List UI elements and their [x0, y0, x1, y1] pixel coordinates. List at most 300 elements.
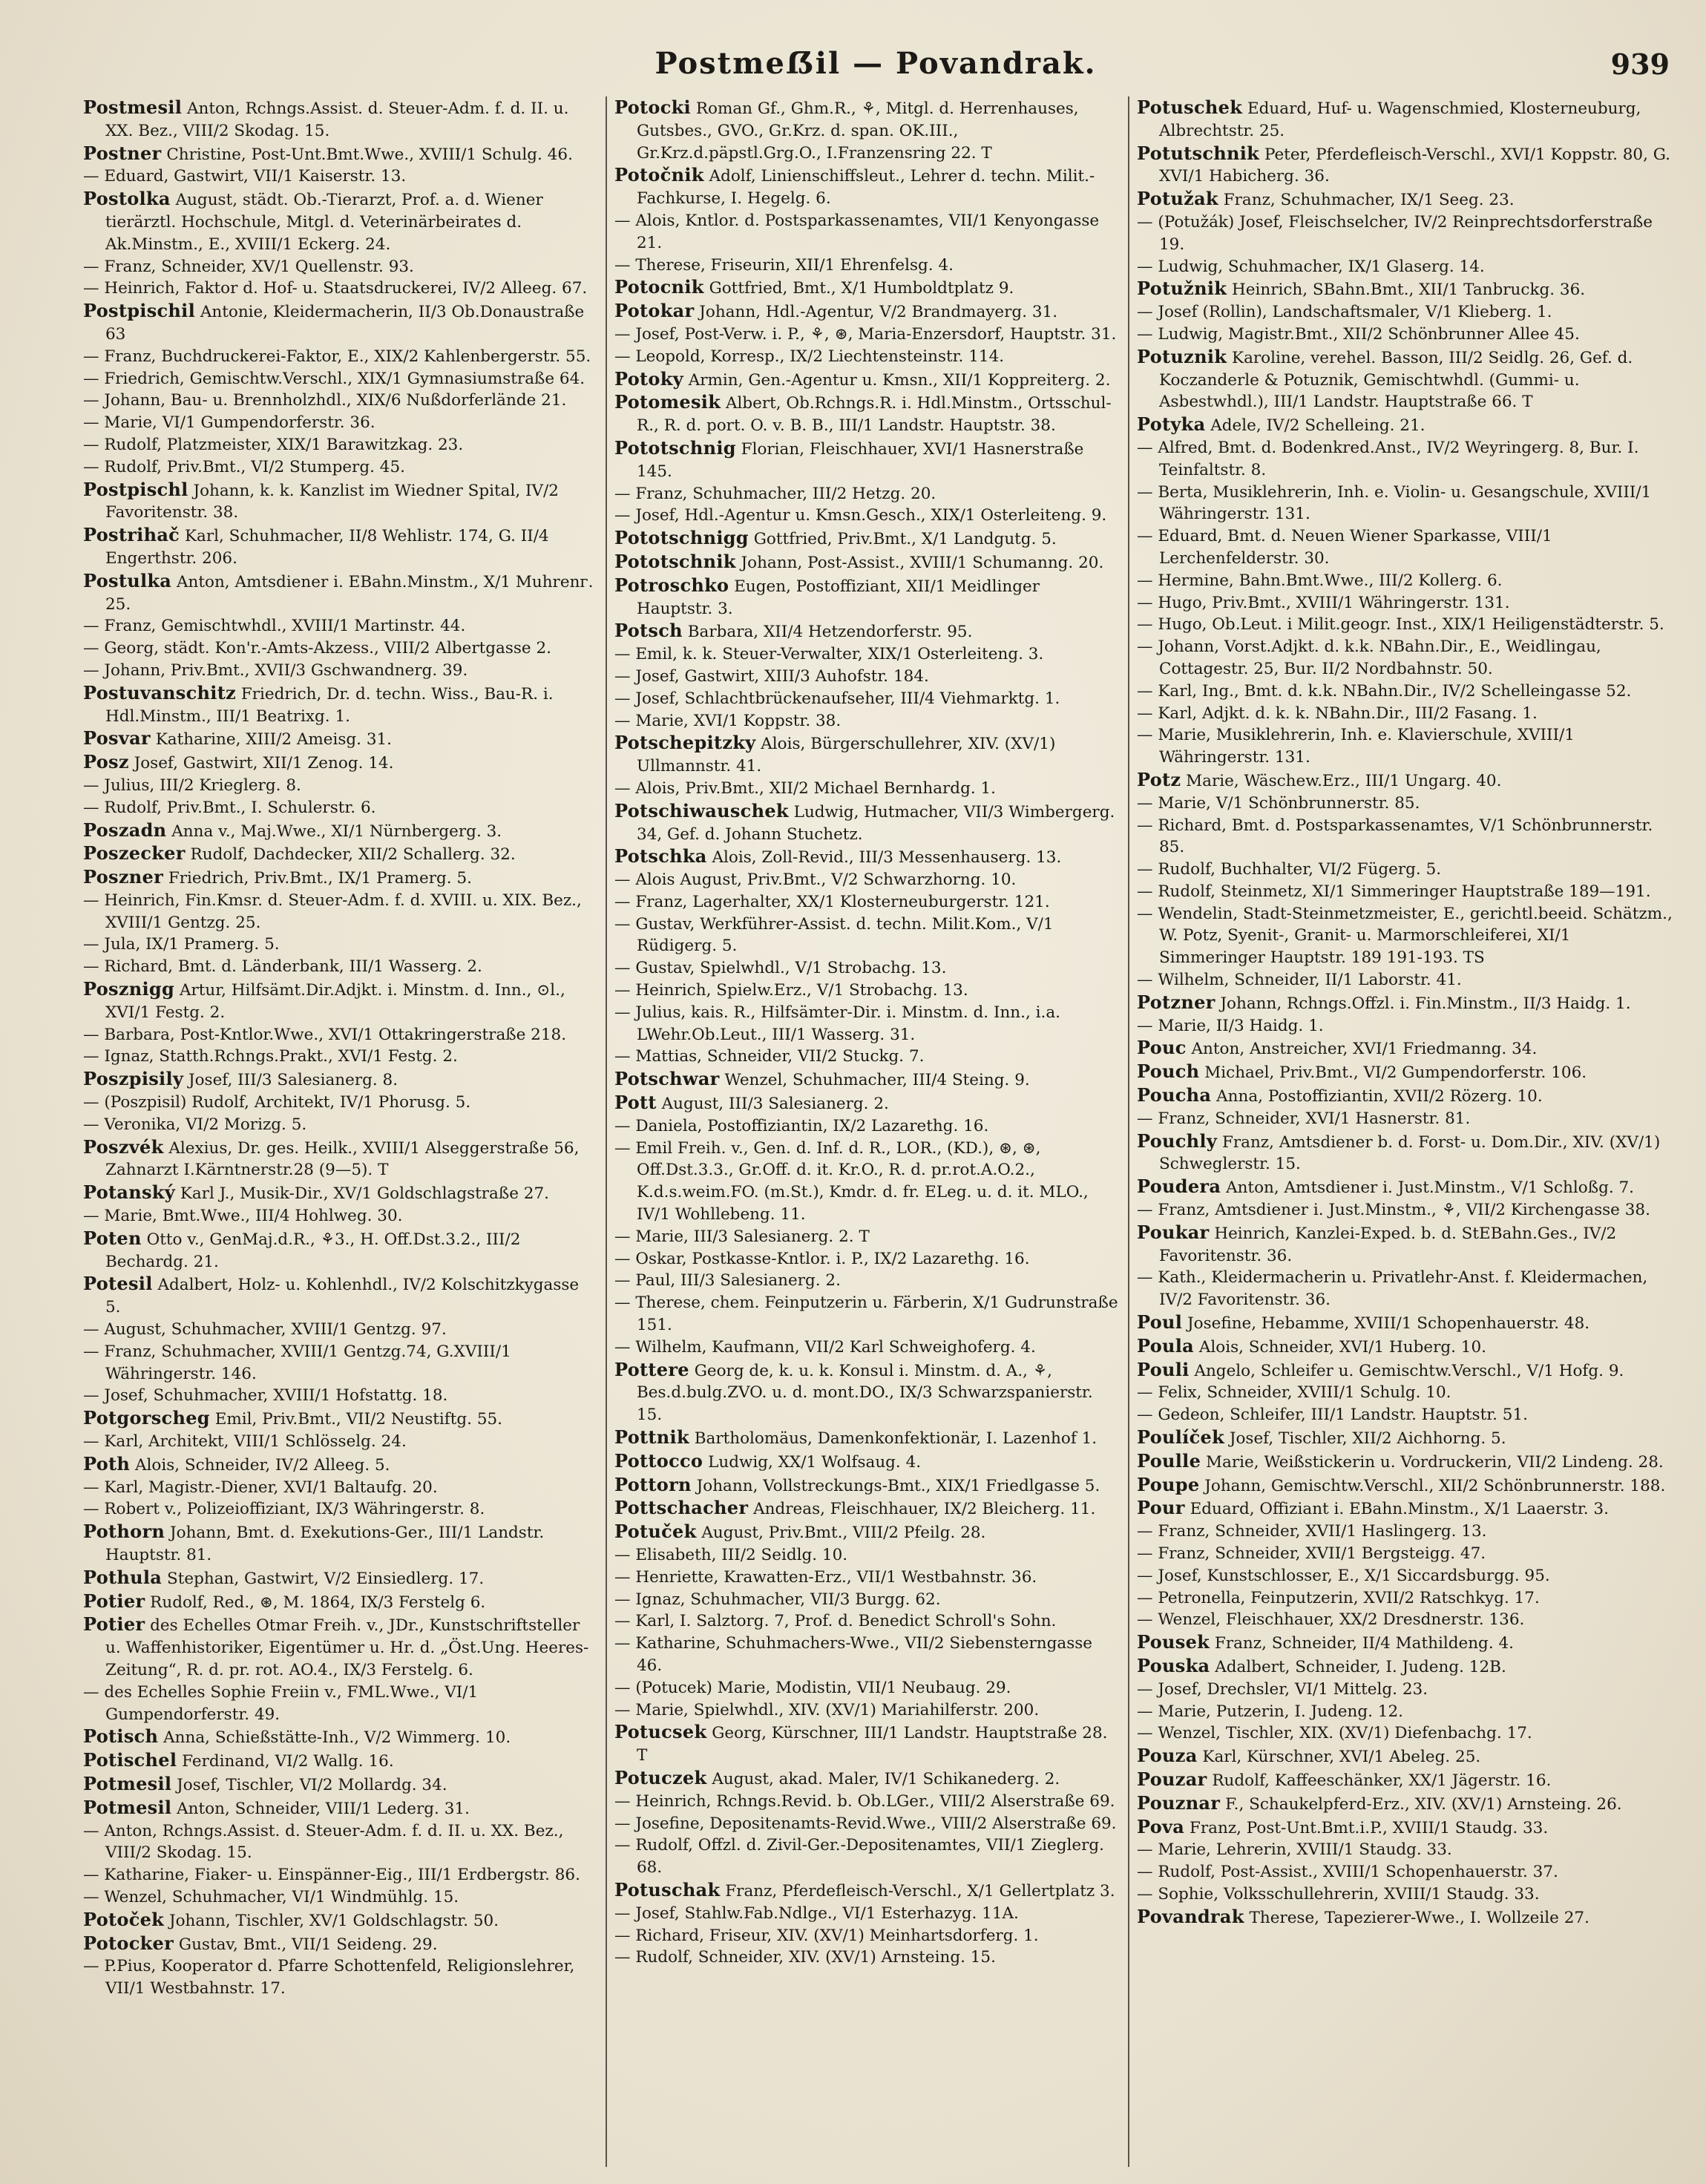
directory-entry [1137, 1679, 1673, 1701]
entry-details: — Josef, Gastwirt, XIII/3 Auhofstr. 184. [614, 666, 929, 686]
entry-details: Johann, Hdl.-Agentur, V/2 Brandmayerg. 31. [699, 303, 1058, 322]
entry-details: Adalbert, Holz- u. Kohlenhdl., IV/2 Kolschitzkygasse 5. [105, 1276, 580, 1317]
directory-entry [83, 1205, 594, 1227]
entry-details: Bartholomäus, Damenkonfektionär, I. Lazenhof 1. [694, 1429, 1098, 1449]
directory-entry [1137, 1450, 1673, 1474]
directory-entry [614, 1767, 1119, 1791]
entry-details: — Marie, Musiklehrerin, Inh. e. Klavierschule, XVIII/1 Währingerstr. 131. [1137, 726, 1575, 767]
directory-entry [614, 1092, 1119, 1115]
directory-entry [1137, 881, 1673, 903]
entry-details: Georg de, k. u. k. Konsul i. Minstm. d. A., ⚘, Bes.d.bulg.ZVO. u. d. mont.DO., IX/3 Schwarzspanierstr. 15. [637, 1361, 1093, 1425]
entry-details: — Franz, Amtsdiener i. Just.Minstm., ⚘, VII/2 Kirchengasse 38. [1137, 1201, 1650, 1220]
entry-details: — Heinrich, Rchngs.Revid. b. Ob.LGer., VIII/2 Alserstraße 69. [614, 1791, 1115, 1811]
directory-entry [1137, 1768, 1673, 1792]
directory-entry [83, 1498, 594, 1521]
entry-details: — Julius, kais. R., Hilfsämter-Dir. i. Minstm. d. Inn., i.a. LWehr.Ob.Leut., III/1 Wasserg. 31. [614, 1003, 1061, 1044]
entry-details: — Therese, chem. Feinputzerin u. Färberin, X/1 Gudrunstraße 151. [614, 1293, 1118, 1335]
entry-details: Heinrich, Kanzlei-Exped. b. d. StEBahn.Ges., IV/2 Favoritenstr. 36. [1159, 1224, 1617, 1265]
entry-details: — Alfred, Bmt. d. Bodenkred.Anst., IV/2 Weyringerg. 8, Bur. I. Teinfaltstr. 8. [1137, 438, 1639, 479]
entry-details: — Franz, Schneider, XV/1 Quellenstr. 93. [83, 257, 414, 276]
entry-surname: Potocker [83, 1932, 174, 1954]
entry-details: Alois, Schneider, XVI/1 Huberg. 10. [1198, 1337, 1487, 1357]
entry-details: Johann, Tischler, XV/1 Goldschlagstr. 50. [168, 1911, 499, 1930]
directory-entry [83, 1725, 594, 1749]
entry-details: Ferdinand, VI/2 Wallg. 16. [182, 1752, 394, 1771]
entry-surname: Posznigg [83, 978, 175, 1000]
entry-details: — Karl, I. Salztorg. 7, Prof. d. Benedict Schroll's Sohn. [614, 1612, 1057, 1631]
directory-entry [1137, 1839, 1673, 1861]
entry-details: Ludwig, XX/1 Wolfsaug. 4. [708, 1452, 922, 1472]
directory-entry [614, 1567, 1119, 1589]
directory-entry [83, 637, 594, 660]
directory-entry [1137, 482, 1673, 526]
directory-entry [1137, 903, 1673, 969]
directory-entry [614, 346, 1119, 368]
directory-entry [83, 346, 594, 368]
entry-surname: Pottnik [614, 1426, 689, 1449]
entry-details: — Franz, Buchdruckerei-Faktor, E., XIX/2 Kahlenbergerstr. 55. [83, 347, 591, 366]
entry-surname: Postpischil [83, 300, 196, 322]
entry-details: — Marie, V/1 Schönbrunnerstr. 85. [1137, 793, 1420, 813]
entry-details: — Josef, Post-Verw. i. P., ⚘, ⊛, Maria-Enzersdorf, Hauptstr. 31. [614, 324, 1117, 344]
entry-surname: Pototschnigg [614, 527, 749, 549]
entry-details: Artur, Hilfsämt.Dir.Adjkt. i. Minstm. d. Inn., ⊙l., XVI/1 Festg. 2. [105, 981, 565, 1022]
directory-entry [614, 1903, 1119, 1925]
entry-details: — Karl, Adjkt. d. k. k. NBahn.Dir., III/2 Fasang. 1. [1137, 704, 1538, 723]
entry-details: Christine, Post-Unt.Bmt.Wwe., XVIII/1 Schulg. 46. [166, 145, 573, 164]
entry-surname: Potoček [83, 1908, 165, 1930]
directory-entry [614, 1834, 1119, 1879]
entry-details: — Heinrich, Fin.Kmsr. d. Steuer-Adm. f. d. XVIII. u. XIX. Bez., XVIII/1 Gentzg. 25. [83, 891, 582, 932]
entry-details: Alois, Schneider, IV/2 Alleeg. 5. [135, 1455, 390, 1475]
entry-details: Angelo, Schleifer u. Gemischtw.Verschl., V/1 Hofg. 9. [1194, 1361, 1624, 1380]
entry-details: Rudolf, Dachdecker, XII/2 Schallerg. 32. [190, 845, 516, 865]
directory-entry [1137, 815, 1673, 859]
directory-entry [83, 1820, 594, 1865]
directory-entry [614, 276, 1119, 300]
directory-entry [83, 1886, 594, 1909]
directory-entry [1137, 681, 1673, 703]
directory-entry [83, 727, 594, 751]
directory-entry [83, 956, 594, 978]
entry-surname: Pott [614, 1092, 657, 1114]
entry-details: — Alois, Kntlor. d. Postsparkassenamtes, VII/1 Kenyongasse 21. [614, 211, 1100, 252]
directory-entry [1137, 991, 1673, 1015]
entry-details: — Marie, II/3 Haidg. 1. [1137, 1016, 1324, 1035]
entry-details: Gottfried, Priv.Bmt., X/1 Landgutg. 5. [753, 530, 1057, 549]
entry-details: — Josef, Hdl.-Agentur u. Kmsn.Gesch., XIX/1 Osterleiteng. 9. [614, 506, 1107, 525]
entry-details: — Barbara, Post-Kntlor.Wwe., XVI/1 Ottakringerstraße 218. [83, 1025, 567, 1044]
directory-entry [614, 1699, 1119, 1722]
entry-surname: Pottocco [614, 1449, 703, 1472]
entry-details: — Josef, Drechsler, VI/1 Mittelg. 23. [1137, 1679, 1428, 1699]
entry-details: — Wenzel, Fleischhauer, XX/2 Dresdnerstr. 136. [1137, 1610, 1525, 1630]
entry-surname: Postolka [83, 188, 171, 210]
entry-details: Wenzel, Schuhmacher, III/4 Steing. 9. [724, 1071, 1030, 1090]
entry-surname: Poula [1137, 1334, 1195, 1357]
directory-entry [614, 1450, 1119, 1474]
directory-entry [83, 1797, 594, 1820]
directory-entry [1137, 1816, 1673, 1840]
entry-details: Josef, Tischler, XII/2 Aichhorng. 5. [1229, 1429, 1506, 1449]
entry-surname: Postulka [83, 569, 172, 591]
entry-details: — Katharine, Schuhmachers-Wwe., VII/2 Siebensterngasse 46. [614, 1634, 1092, 1675]
directory-entry [83, 1453, 594, 1477]
entry-details: Anton, Rchngs.Assist. d. Steuer-Adm. f. d. II. u. XX. Bez., VIII/2 Skodag. 15. [105, 99, 569, 140]
directory-entry [83, 797, 594, 819]
entry-details: — Ignaz, Schuhmacher, VII/3 Burgg. 62. [614, 1590, 941, 1609]
entry-surname: Posz [83, 751, 129, 773]
directory-entry [1137, 1543, 1673, 1565]
directory-entry [83, 1046, 594, 1068]
entry-details: — Karl, Magistr.-Diener, XVI/1 Baltaufg. 20. [83, 1478, 438, 1497]
entry-details: — Richard, Bmt. d. Länderbank, III/1 Wasserg. 2. [83, 957, 482, 977]
directory-entry [83, 819, 594, 843]
directory-entry [614, 778, 1119, 800]
entry-details: — Friedrich, Gemischtw.Verschl., XIX/1 Gymnasiumstraße 64. [83, 369, 585, 388]
directory-entry [1137, 1883, 1673, 1906]
entry-surname: Pouzar [1137, 1768, 1207, 1790]
directory-entry [1137, 1565, 1673, 1587]
entry-details: Franz, Post-Unt.Bmt.i.P., XVIII/1 Staudg. 33. [1189, 1818, 1549, 1837]
entry-surname: Pototschnik [614, 550, 736, 572]
column-1 [83, 96, 594, 2167]
entry-surname: Povandrak [1137, 1905, 1244, 1927]
directory-entry [1137, 256, 1673, 278]
entry-surname: Potz [1137, 768, 1181, 790]
directory-entry [614, 957, 1119, 980]
entry-surname: Potuczek [614, 1766, 707, 1788]
page-number: 939 [1610, 47, 1670, 81]
page-header [82, 43, 1670, 95]
entry-details: — Oskar, Postkasse-Kntlor. i. P., IX/2 Lazarethg. 16. [614, 1249, 1030, 1268]
directory-entry [614, 1115, 1119, 1138]
column-2 [606, 96, 1119, 2167]
entry-surname: Potuschek [1137, 96, 1243, 118]
directory-entry [83, 751, 594, 775]
entry-details: Franz, Schuhmacher, IX/1 Seeg. 23. [1223, 191, 1515, 210]
entry-details: Eduard, Offiziant i. EBahn.Minstm., X/1 Laaerstr. 3. [1190, 1500, 1609, 1519]
entry-surname: Pothorn [83, 1521, 165, 1543]
entry-details: — Hermine, Bahn.Bmt.Wwe., III/2 Kollerg. 6. [1137, 571, 1503, 590]
entry-details: — Rudolf, Post-Assist., XVIII/1 Schopenhauerstr. 37. [1137, 1863, 1558, 1882]
entry-details: Franz, Amtsdiener b. d. Forst- u. Dom.Dir., XIV. (XV/1) Schweglerstr. 15. [1159, 1132, 1661, 1174]
entry-surname: Potzner [1137, 991, 1215, 1013]
entry-details: Johann, Rchngs.Offzl. i. Fin.Minstm., II/3 Haidg. 1. [1220, 994, 1631, 1013]
entry-surname: Poth [83, 1452, 131, 1475]
directory-entry [1137, 1267, 1673, 1311]
entry-surname: Potuznik [1137, 345, 1227, 367]
directory-entry [1137, 1474, 1673, 1498]
entry-details: — Eduard, Bmt. d. Neuen Wiener Sparkasse, VIII/1 Lerchenfelderstr. 30. [1137, 527, 1552, 568]
entry-details: Anton, Amtsdiener i. EBahn.Minstm., X/1 Muhrenг. 25. [105, 572, 594, 614]
entry-details: Friedrich, Dr. d. techn. Wiss., Bau-R. i. Hdl.Minstm., III/1 Beatrixg. 1. [105, 684, 554, 726]
entry-details: Johann, Bmt. d. Exekutions-Ger., III/1 Landstr. Hauptstr. 81. [105, 1524, 545, 1564]
entry-details: — Katharine, Fiaker- u. Einspänner-Eig., III/1 Erdbergstr. 86. [83, 1866, 580, 1885]
directory-entry [83, 890, 594, 934]
entry-details: — Marie, Lehrerin, XVIII/1 Staudg. 33. [1137, 1840, 1452, 1860]
entry-details: August, III/3 Salesianerg. 2. [661, 1095, 889, 1114]
directory-entry [614, 845, 1119, 869]
entry-details: Therese, Tapezierer-Wwe., I. Wollzeile 27. [1249, 1908, 1589, 1927]
entry-details: Anton, Schneider, VIII/1 Lederg. 31. [177, 1799, 470, 1818]
entry-details: Heinrich, SBahn.Bmt., XII/1 Tanbruckg. 36. [1232, 281, 1586, 300]
entry-details: Anna, Postoffiziantin, XVII/2 Rözerg. 10. [1216, 1087, 1543, 1106]
entry-details: — Franz, Schneider, XVII/1 Bergsteigg. 47. [1137, 1544, 1486, 1563]
directory-entry [1137, 1404, 1673, 1426]
entry-details: — Josef (Rollin), Landschaftsmaler, V/1 Klieberg. 1. [1137, 303, 1552, 322]
directory-entry [1137, 525, 1673, 570]
entry-surname: Potocnik [614, 276, 704, 298]
directory-entry [1137, 1609, 1673, 1631]
entry-details: — Marie, Spielwhdl., XIV. (XV/1) Mariahilferstr. 200. [614, 1700, 1040, 1719]
directory-entry [614, 1633, 1119, 1677]
directory-entry [1137, 1521, 1673, 1543]
directory-entry [614, 666, 1119, 688]
directory-entry [1137, 1359, 1673, 1383]
entry-details: — (Potužák) Josef, Fleischselcher, IV/2 Reinprechtsdorferstraße 19. [1137, 212, 1653, 254]
entry-surname: Poul [1137, 1311, 1183, 1334]
entry-details: — Franz, Schneider, XVII/1 Haslingerg. 13. [1137, 1522, 1487, 1541]
entry-details: Adalbert, Schneider, I. Judeng. 12B. [1215, 1657, 1506, 1676]
directory-entry [83, 1092, 594, 1114]
directory-entry [614, 1068, 1119, 1092]
entry-surname: Potanský [83, 1181, 175, 1204]
entry-details: — Felix, Schneider, XVIII/1 Schulg. 10. [1137, 1383, 1451, 1403]
directory-entry [1137, 1906, 1673, 1929]
entry-details: — Rudolf, Schneider, XIV. (XV/1) Arnsteing. 15. [614, 1948, 996, 1967]
entry-surname: Potmesil [83, 1796, 172, 1818]
entry-surname: Potomesik [614, 391, 721, 413]
entry-details: Johann, k. k. Kanzlist im Wiedner Spital, IV/2 Favoritenstr. 38. [105, 481, 559, 522]
directory-entry [614, 1879, 1119, 1903]
entry-surname: Potroschko [614, 574, 729, 596]
entry-details: — Richard, Bmt. d. Postsparkassenamtes, V/1 Schönbrunnerstr. 85. [1137, 816, 1653, 857]
entry-surname: Potužnik [1137, 278, 1227, 300]
entry-details: — Josefine, Depositenamts-Revid.Wwe., VIII/2 Alserstraße 69. [614, 1814, 1117, 1833]
entry-details: August, akad. Maler, IV/1 Schikanederg. 2. [712, 1769, 1060, 1788]
directory-entry [83, 1431, 594, 1453]
directory-entry [1137, 278, 1673, 301]
directory-entry [83, 660, 594, 682]
directory-entry [1137, 592, 1673, 614]
entry-surname: Pototschnig [614, 436, 736, 459]
directory-entry [1137, 1311, 1673, 1335]
directory-entry [1137, 1861, 1673, 1883]
entry-surname: Potočnik [614, 164, 704, 186]
entry-details: — Kath., Kleidermacherin u. Privatlehr-Anst. f. Kleidermachen, IV/2 Favoritenstr. 36. [1137, 1268, 1648, 1310]
directory-entry [83, 300, 594, 346]
directory-entry [1137, 346, 1673, 413]
directory-entry [614, 643, 1119, 666]
directory-entry [83, 1385, 594, 1407]
entry-surname: Potschwar [614, 1068, 720, 1090]
entry-details: Alois, Bürgerschullehrer, XIV. (XV/1) Ullmannstr. 41. [637, 735, 1056, 776]
directory-entry [614, 1002, 1119, 1046]
entry-surname: Poszadn [83, 819, 167, 841]
entry-details: Barbara, XII/4 Hetzendorferstr. 95. [687, 623, 973, 642]
entry-surname: Potyka [1137, 413, 1206, 436]
entry-details: Johann, Gemischtw.Verschl., XII/2 Schönbrunnerstr. 188. [1204, 1476, 1666, 1495]
entry-surname: Poszpisily [83, 1068, 184, 1090]
entry-details: Otto v., GenMaj.d.R., ⚘3., H. Off.Dst.3.2., III/2 Bechardg. 21. [105, 1230, 521, 1271]
entry-details: — Rudolf, Steinmetz, XI/1 Simmeringer Hauptstraße 189—191. [1137, 882, 1651, 901]
entry-surname: Potutschnik [1137, 142, 1260, 164]
entry-details: — Emil, k. k. Steuer-Verwalter, XIX/1 Osterleiteng. 3. [614, 645, 1044, 664]
entry-details: Roman Gf., Ghm.R., ⚘, Mitgl. d. Herrenhauses, Gutsbes., GVO., Gr.Krz. d. span. OK.III., Gr.Krz.d.päpstl.Grg.O., I.Franzensring 22. T [637, 99, 1079, 163]
entry-details: — (Potucek) Marie, Modistin, VII/1 Neubaug. 29. [614, 1678, 1011, 1697]
directory-entry [1137, 1221, 1673, 1268]
directory-entry [614, 1791, 1119, 1813]
directory-entry [83, 1024, 594, 1046]
entry-details: — Anton, Rchngs.Assist. d. Steuer-Adm. f. d. II. u. XX. Bez., VIII/2 Skodag. 15. [83, 1821, 564, 1863]
entry-details: — Karl, Ing., Bmt. d. k.k. NBahn.Dir., IV/2 Schelleingasse 52. [1137, 681, 1632, 701]
directory-entry [1137, 724, 1673, 769]
entry-surname: Potischel [83, 1749, 177, 1771]
directory-entry [83, 570, 594, 616]
page-title: Postmeẞil — Povandrak. [654, 46, 1097, 81]
directory-entry [83, 1773, 594, 1797]
directory-entry [1137, 1722, 1673, 1745]
directory-entry [614, 980, 1119, 1002]
entry-details: — Veronika, VI/2 Morizg. 5. [83, 1115, 307, 1134]
directory-entry [614, 914, 1119, 958]
entry-surname: Potisch [83, 1725, 159, 1748]
entry-surname: Postuvanschitz [83, 681, 237, 704]
directory-entry [614, 1046, 1119, 1068]
entry-details: — Berta, Musiklehrerin, Inh. e. Violin- u. Gesangschule, XVIII/1 Währingerstr. 131. [1137, 482, 1652, 524]
entry-details: — Marie, III/3 Salesianerg. 2. T [614, 1227, 870, 1246]
entry-details: Michael, Priv.Bmt., VI/2 Gumpendorferstr. 106. [1204, 1063, 1587, 1083]
directory-entry [1137, 1335, 1673, 1359]
entry-surname: Pouchly [1137, 1129, 1218, 1152]
entry-details: — Josef, Schlachtbrückenaufseher, III/4 Viehmarktg. 1. [614, 689, 1060, 708]
entry-surname: Poten [83, 1227, 142, 1249]
entry-surname: Potužak [1137, 188, 1218, 210]
directory-entry [83, 1407, 594, 1431]
entry-surname: Pousek [1137, 1631, 1210, 1653]
entry-details: Antonie, Kleidermacherin, II/3 Ob.Donaustraße 63 [105, 303, 585, 344]
entry-details: — Rudolf, Priv.Bmt., I. Schulerstr. 6. [83, 798, 376, 817]
directory-entry [1137, 859, 1673, 881]
directory-entry [1137, 570, 1673, 592]
directory-entry [614, 324, 1119, 346]
directory-entry [1137, 1084, 1673, 1108]
entry-details: Karl J., Musik-Dir., XV/1 Goldschlagstraße 27. [180, 1184, 549, 1204]
directory-entry [614, 96, 1119, 164]
entry-surname: Potoky [614, 367, 683, 390]
entry-details: — Jula, IX/1 Pramerg. 5. [83, 935, 280, 954]
entry-details: — Paul, III/3 Salesianerg. 2. [614, 1271, 841, 1291]
directory-entry [1137, 188, 1673, 211]
entry-surname: Potucsek [614, 1721, 707, 1743]
directory-entry [614, 710, 1119, 732]
directory-entry [614, 1474, 1119, 1498]
directory-entry [1137, 211, 1673, 256]
entry-details: — (Poszpisil) Rudolf, Architekt, IV/1 Phorusg. 5. [83, 1093, 471, 1112]
entry-details: — Johann, Vorst.Adjkt. d. k.k. NBahn.Dir., E., Weidlingau, Cottagestr. 25, Bur. II/2 Nordbahnstr. 50. [1137, 637, 1601, 678]
entry-details: Adolf, Linienschiffsleut., Lehrer d. techn. Milit.-Fachkurse, I. Hegelg. 6. [637, 167, 1095, 209]
entry-details: Eugen, Postoffiziant, XII/1 Meidlinger Hauptstr. 3. [637, 577, 1040, 618]
directory-entry [1137, 1199, 1673, 1221]
entry-details: — Franz, Schuhmacher, III/2 Hetzg. 20. [614, 484, 936, 503]
entry-details: Alexius, Dr. ges. Heilk., XVIII/1 Alseggerstraße 56, Zahnarzt I.Kärntnerstr.28 (9—5). T [105, 1138, 580, 1180]
directory-entry [1137, 1587, 1673, 1610]
entry-details: F., Schaukelpferd-Erz., XIV. (XV/1) Arnsteing. 26. [1225, 1794, 1622, 1814]
entry-surname: Poucha [1137, 1084, 1212, 1106]
entry-details: Albert, Ob.Rchngs.R. i. Hdl.Minstm., Ortsschul-R., R. d. port. O. v. B. B., III/1 Landstr. Hauptstr. 38. [637, 394, 1112, 436]
directory-entry [614, 391, 1119, 437]
entry-details: — Gustav, Werkführer-Assist. d. techn. Milit.Kom., V/1 Rüdigerg. 5. [614, 914, 1054, 956]
entry-details: — Alois August, Priv.Bmt., V/2 Schwarzhorng. 10. [614, 870, 1017, 890]
directory-entry [614, 1138, 1119, 1226]
directory-entry [1137, 793, 1673, 815]
entry-details: Franz, Schneider, II/4 Mathildeng. 4. [1214, 1634, 1515, 1653]
directory-entry [1137, 1108, 1673, 1130]
entry-details: Franz, Pferdefleisch-Verschl., X/1 Gellertplatz 3. [725, 1881, 1115, 1901]
entry-details: Anton, Anstreicher, XVI/1 Friedmanng. 34. [1191, 1040, 1538, 1059]
directory-entry [83, 165, 594, 188]
entry-surname: Pouza [1137, 1745, 1198, 1767]
entry-details: — Karl, Architekt, VIII/1 Schlösselg. 24. [83, 1432, 407, 1452]
entry-details: — Wilhelm, Kaufmann, VII/2 Karl Schweighoferg. 4. [614, 1337, 1036, 1357]
directory-entry [1137, 1382, 1673, 1404]
entry-details: — Therese, Friseurin, XII/1 Ehrenfelsg. 4. [614, 255, 954, 275]
directory-entry [83, 1114, 594, 1136]
directory-entry [83, 1068, 594, 1092]
directory-entry [1137, 1060, 1673, 1084]
directory-entry [83, 1932, 594, 1956]
directory-entry [83, 1613, 594, 1681]
directory-entry [614, 891, 1119, 914]
directory-entry [1137, 1497, 1673, 1521]
entry-details: Emil, Priv.Bmt., VII/2 Neustiftg. 55. [214, 1410, 503, 1429]
entry-details: — Marie, Bmt.Wwe., III/4 Hohlweg. 30. [83, 1207, 403, 1226]
directory-entry [614, 1292, 1119, 1337]
entry-details: — Hugo, Priv.Bmt., XVIII/1 Währingerstr. 131. [1137, 593, 1510, 612]
entry-details: August, Priv.Bmt., VIII/2 Pfeilg. 28. [701, 1524, 986, 1543]
directory-entry [1137, 1792, 1673, 1816]
directory-entry [1137, 703, 1673, 725]
entry-surname: Pour [1137, 1497, 1185, 1519]
entry-details: — Marie, XVI/1 Koppstr. 38. [614, 711, 841, 730]
entry-surname: Pouli [1137, 1358, 1190, 1380]
entry-surname: Poukar [1137, 1221, 1210, 1243]
entry-details: Josef, Gastwirt, XII/1 Zenog. 14. [134, 754, 394, 773]
entry-details: — Hugo, Ob.Leut. i Milit.geogr. Inst., XIX/1 Heiligenstädterstr. 5. [1137, 615, 1664, 634]
entry-surname: Pottere [614, 1358, 689, 1380]
directory-entry [1137, 1631, 1673, 1655]
entry-surname: Postrihač [83, 524, 180, 546]
entry-details: Stephan, Gastwirt, V/2 Einsiedlerg. 17. [167, 1569, 485, 1588]
entry-details: — Gedeon, Schleifer, III/1 Landstr. Hauptstr. 51. [1137, 1406, 1529, 1425]
directory-entry [83, 682, 594, 728]
entry-surname: Potier [83, 1613, 145, 1636]
entry-surname: Poszvék [83, 1135, 164, 1158]
directory-entry [614, 1359, 1119, 1426]
directory-entry [83, 434, 594, 456]
entry-surname: Poulle [1137, 1449, 1201, 1472]
directory-entry [614, 869, 1119, 891]
entry-details: Eduard, Huf- u. Wagenschmied, Klosterneuburg, Albrechtstr. 25. [1159, 99, 1641, 140]
entry-surname: Posvar [83, 727, 151, 750]
directory-entry [83, 1181, 594, 1205]
directory-entry [1137, 413, 1673, 437]
directory-entry [83, 1590, 594, 1614]
entry-surname: Poszecker [83, 842, 186, 865]
entry-details: — Gustav, Spielwhdl., V/1 Strobachg. 13. [614, 959, 947, 978]
entry-details: — Emil Freih. v., Gen. d. Inf. d. R., LOR., (KD.), ⊛, ⊛, Off.Dst.3.3., Gr.Off. d. it. Kr.O., R. d. pr.rot.A.O.2., K.d.s.weim.FO. (m.St.), Kmdr. d. fr. ELeg. u. d. it. MLO., IV/1 Wohllebeng. 11. [614, 1138, 1089, 1224]
